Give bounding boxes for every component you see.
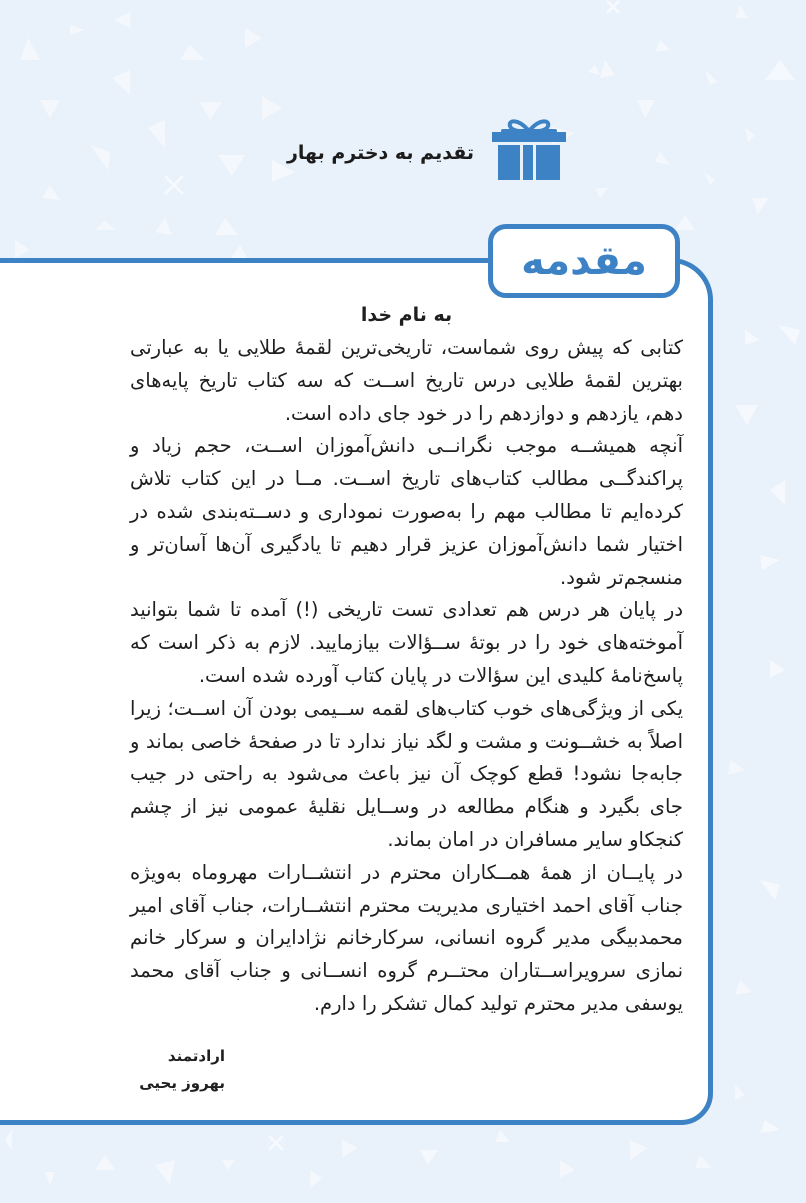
- signature-closing: ارادتمند: [167, 1047, 225, 1065]
- section-title-box: [488, 224, 680, 298]
- dedication: [250, 112, 570, 182]
- gift-icon: [488, 114, 570, 180]
- introduction-content: [130, 300, 683, 1021]
- paragraph: در پایــان از همهٔ همــکاران محترم در انتشــارات مهروماه به‌ویژه جناب آقای احمد اختیاری مدیریت محترم انتشــارات، جناب آقای امیر محمدبیگی مدیر گروه انسانی، سرکارخانم نژادایران و سرکار خانم نمازی سرویراســتاران محتــرم گروه انســانی و جناب آقای محمد یوسفی مدیر محترم تولید کمال تشکر را دارم.: [130, 860, 683, 1015]
- paragraph: کتابی که پیش روی شماست، تاریخی‌ترین لقمهٔ طلایی یا به عبارتی بهترین لقمهٔ طلایی درس تاریخ اســت که سه کتاب تاریخ پایه‌های دهم، یازدهم و دوازدهم را در خود جای داده است.: [130, 336, 683, 425]
- content-heading: به نام خدا: [360, 304, 453, 326]
- paragraph: یکی از ویژگی‌های خوب کتاب‌های لقمه ســیمی بودن آن اســت؛ زیرا اصلاً به خشــونت و مشت و لگد نیاز ندارد تا در صفحهٔ خاصی بماند و جابه‌جا نشود! قطع کوچک آن نیز باعث می‌شود به راحتی در جیب جای بگیرد و هنگام مطالعه در وســایل نقلیهٔ عمومی نیز از چشم کنجکاو سایر مسافران در امان بماند.: [130, 696, 683, 851]
- signature-name: بهروز یحیی: [139, 1074, 225, 1092]
- dedication-text: تقدیم به دخترم بهار: [286, 142, 474, 164]
- paragraph: در پایان هر درس هم تعدادی تست تاریخی (!) آمده تا شما بتوانید آموخته‌های خود را در بوتهٔ ســؤالات بیازمایید. لازم به ذکر است که پاسخ‌نامهٔ کلیدی این سؤالات در پایان کتاب آورده شده است.: [130, 598, 683, 687]
- paragraph: آنچه همیشــه موجب نگرانــی دانش‌آموزان اســت، حجم زیاد و پراکندگــی مطالب کتاب‌های تاریخ اســت. مــا در این کتاب تلاش کرده‌ایم تا مطالب مهم را به‌صورت نموداری و دســته‌بندی شده در اختیار شما دانش‌آموزان عزیز قرار دهیم تا یادگیری آن‌ها آسان‌تر و منسجم‌تر شود.: [130, 434, 683, 589]
- signature: [135, 1043, 225, 1097]
- section-title: مقدمه: [521, 238, 647, 284]
